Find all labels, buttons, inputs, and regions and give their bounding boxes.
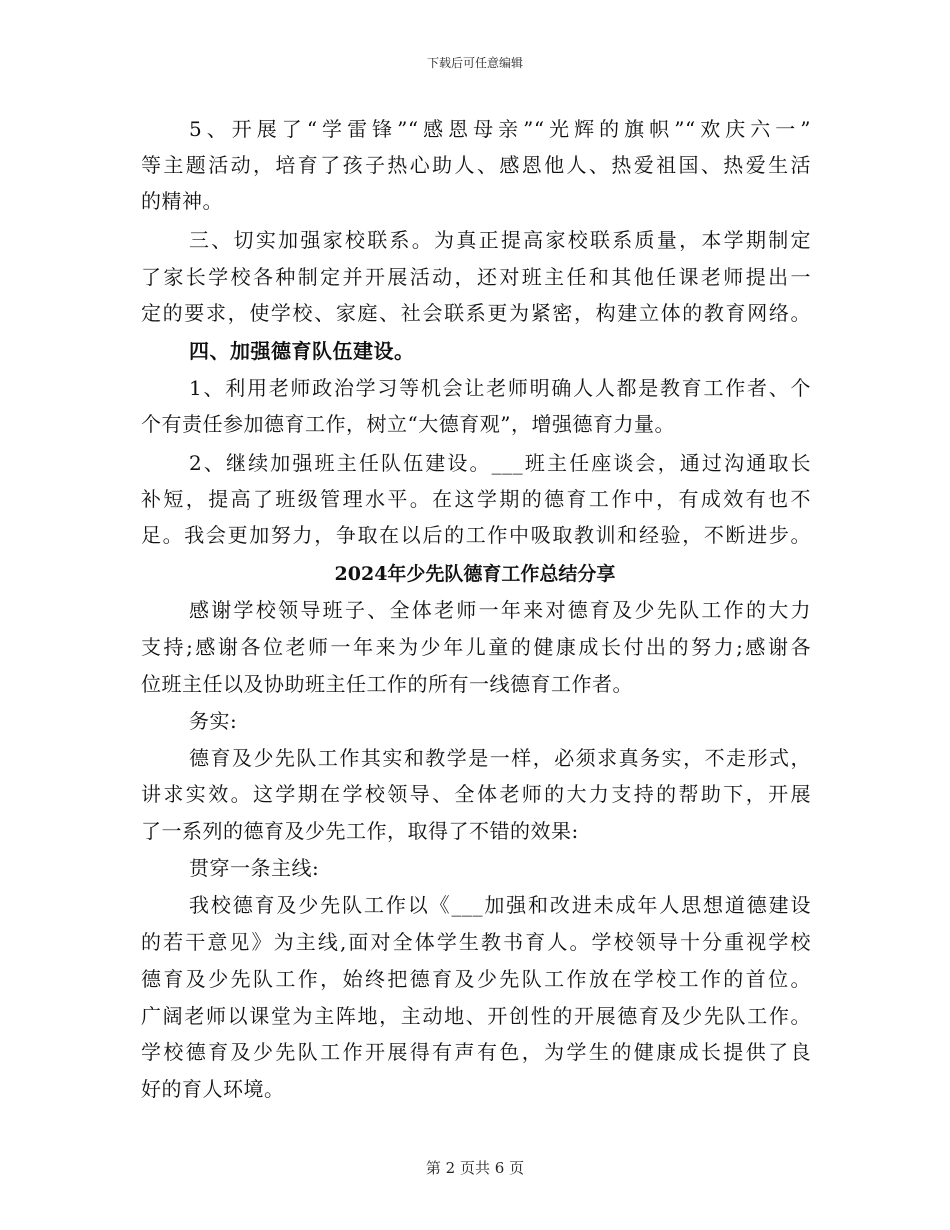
paragraph-line: 个有责任参加德育工作，树立“大德育观”，增强德育力量。 (141, 412, 675, 436)
paragraph-line: 务实: (189, 709, 238, 733)
paragraph-line: 感谢学校领导班子、全体老师一年来对德育及少先队工作的大力 (189, 598, 811, 622)
paragraph-line: 的若干意见》为主线,面对全体学生教书育人。学校领导十分重视学校 (141, 930, 811, 954)
paragraph-line: 好的育人环境。 (141, 1077, 285, 1101)
page-footer: 第 2 页共 6 页 (425, 1159, 525, 1177)
paragraph-line: 三、切实加强家校联系。为真正提高家校联系质量，本学期制定 (189, 228, 811, 252)
section-heading: 四、加强德育队伍建设。 (189, 339, 415, 363)
paragraph-line: 德育及少先队工作，始终把德育及少先队工作放在学校工作的首位。 (141, 967, 811, 991)
paragraph-line: 德育及少先队工作其实和教学是一样，必须求真务实，不走形式， (189, 746, 811, 770)
article-title: 2024年少先队德育工作总结分享 (334, 563, 616, 585)
paragraph-line: 足。我会更加努力，争取在以后的工作中吸取教训和经验，不断进步。 (141, 523, 811, 547)
paragraph-line: 的精神。 (141, 189, 223, 213)
paragraph-line: 定的要求，使学校、家庭、社会联系更为紧密，构建立体的教育网络。 (141, 301, 811, 325)
paragraph-line: 广阔老师以课堂为主阵地，主动地、开创性的开展德育及少先队工作。 (141, 1004, 811, 1028)
paragraph-line: 等主题活动，培育了孩子热心助人、感恩他人、热爱祖国、热爱生活 (141, 153, 811, 177)
paragraph-line: 补短，提高了班级管理水平。在这学期的德育工作中，有成效有也不 (141, 487, 811, 511)
paragraph-line: 5、开展了“学雷锋”“感恩母亲”“光辉的旗帜”“欢庆六一” (189, 117, 811, 141)
paragraph-line: 位班主任以及协助班主任工作的所有一线德育工作者。 (141, 672, 633, 696)
paragraph-line: 1、利用老师政治学习等机会让老师明确人人都是教育工作者、个 (189, 376, 811, 400)
paragraph-line: 2、继续加强班主任队伍建设。___班主任座谈会，通过沟通取长 (189, 451, 811, 475)
paragraph-line: 了一系列的德育及少先工作，取得了不错的效果: (141, 819, 579, 843)
paragraph-line: 讲求实效。这学期在学校领导、全体老师的大力支持的帮助下，开展 (141, 782, 811, 806)
paragraph-line: 贯穿一条主线: (189, 856, 320, 880)
paragraph-line: 我校德育及少先队工作以《___加强和改进未成年人思想道德建设 (189, 893, 811, 917)
paragraph-line: 支持;感谢各位老师一年来为少年儿童的健康成长付出的努力;感谢各 (141, 635, 811, 659)
paragraph-line: 了家长学校各种制定并开展活动，还对班主任和其他任课老师提出一 (141, 265, 811, 289)
page-header: 下载后可任意编辑 (426, 56, 523, 70)
paragraph-line: 学校德育及少先队工作开展得有声有色，为学生的健康成长提供了良 (141, 1040, 811, 1064)
